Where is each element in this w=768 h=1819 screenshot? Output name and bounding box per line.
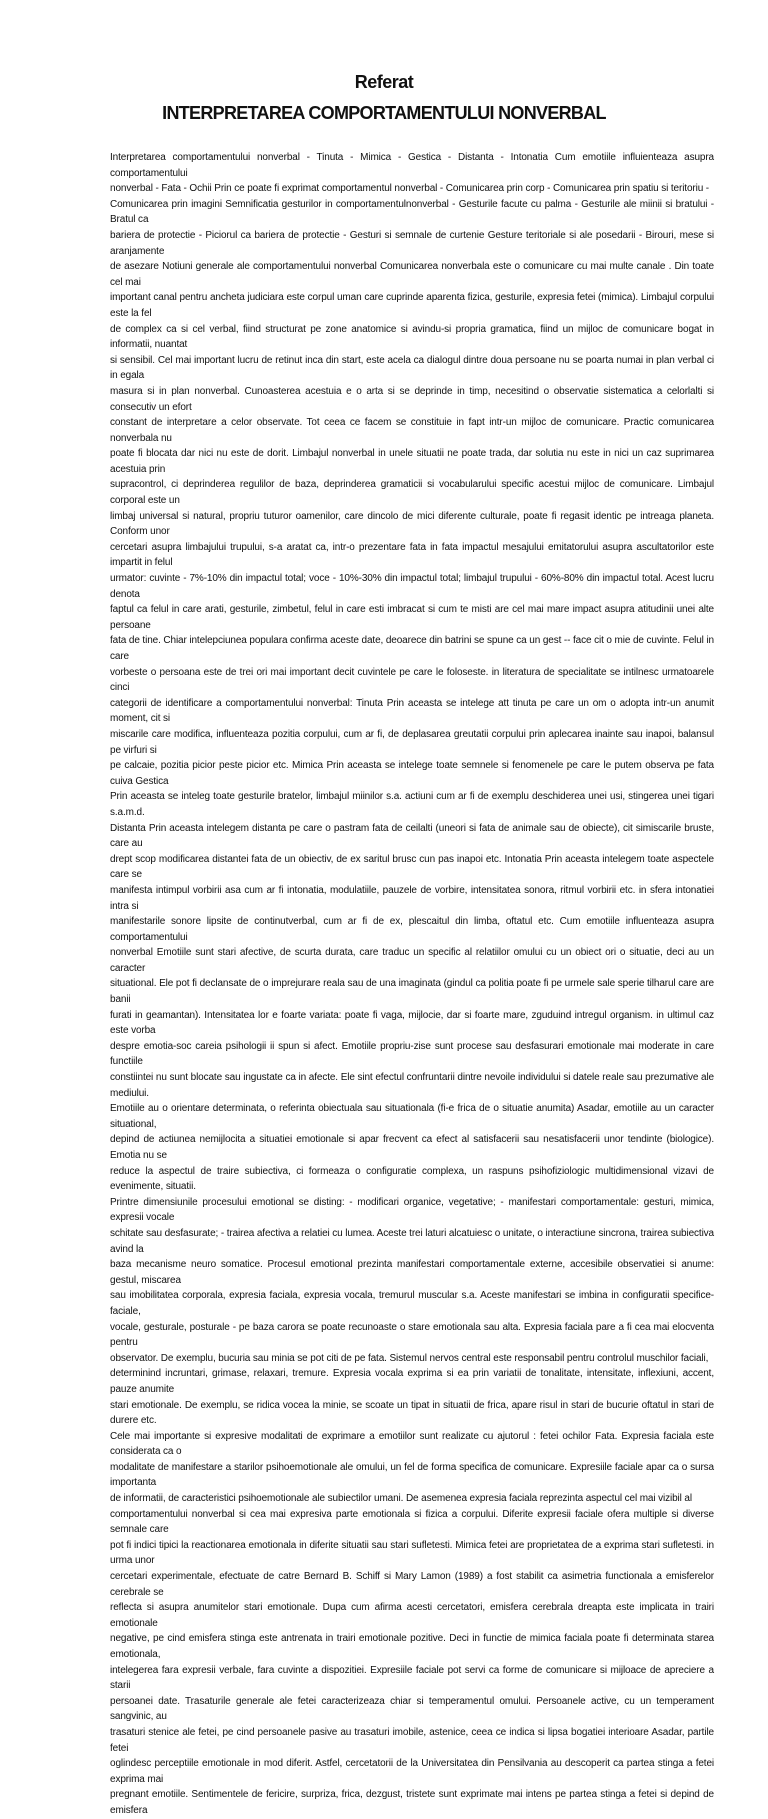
- document-type-heading: Referat: [354, 72, 414, 92]
- document-body-text: Interpretarea comportamentului nonverbal - Tinuta - Mimica - Gestica - Distanta - Intonatia Cum emotiile influienteaza asupra comportamentului nonverbal - Fata - Ochii Prin ce poate fi exprimat comportamentul nonverbal - Comunicarea prin corp - Comunicarea prin spatiu si teritoriu - Comunicarea prin imagini Semnificatia gesturilor in comportamentulnonverbal - Gesturile facute cu palma - Gesturile ale miinii si bratului - Bratul ca bariera de protectie - Piciorul ca bariera de protectie - Gesturi si semnale de curtenie Gesture teritoriale si ale posedarii - Birouri, mese si aranjamente de asezare Notiuni generale ale comportamentului nonverbal Comunicarea nonverbala este o comunicare cu mai multe canale . Din toate cel mai important canal pentru ancheta judiciara este corpul uman care cuprinde aparenta fizica, gesturile, expresia fetei (mimica). Limbajul corpului este la fel de complex ca si cel verbal, fiind structurat pe zone anatomice si avindu-si propria gramatica, fiind un mijloc de comunicare bogat in informatii, nuantat si sensibil. Cel mai important lucru de retinut inca din start, este acela ca dialogul dintre doua persoane nu se poarta numai in plan verbal ci in egala masura si in plan nonverbal. Cunoasterea acestuia e o arta si se deprinde in timp, necesitind o observatie sistematica a celorlalti si consecutiv un efort constant de interpretare a celor observate. Tot ceea ce facem se constituie in fapt intr-un mijloc de comunicare. Practic comunicarea nonverbala nu poate fi blocata dar nici nu este de dorit. Limbajul nonverbal in unele situatii ne poate trada, dar solutia nu este in nici un caz suprimarea acestuia prin supracontrol, ci deprinderea regulilor de baza, deprinderea gramaticii si vocabularului specific acestui mijloc de comunicare. Limbajul corporal este un limbaj universal si natural, propriu tuturor oamenilor, care dincolo de mici diferente culturale, poate fi regasit identic pe intreaga planeta. Conform unor cercetari asupra limbajului trupului, s-a aratat ca, intr-o prezentare fata in fata impactul mesajului emitatorului asupra ascultatorilor este impartit in felul urmator: cuvinte - 7%-10% din impactul total; voce - 10%-30% din impactul total; limbajul trupului - 60%-80% din impactul total. Acest lucru denota faptul ca felul in care arati, gesturile, zimbetul, felul in care esti imbracat si cum te misti are cel mai mare impact asupra atitudinii unei alte persoane fata de tine. Chiar intelepciunea populara confirma aceste date, deoarece din batrini se spune ca un gest -- face cit o mie de cuvinte. Felul in care vorbeste o persoana este de trei ori mai important decit cuvintele pe care le foloseste. in literatura de specialitate se intilnesc urmatoarele cinci categorii de identificare a comportamentului nonverbal: Tinuta Prin aceasta se intelege att tinuta pe care un om o adopta intr-un anumit moment, cit si miscarile care modifica, influenteaza pozitia corpului, cum ar fi, de deplasarea greutatii corpului prin aplecarea inainte sau inapoi, balansul pe virfuri si pe calcaie, pozitia picior peste picior etc. Mimica Prin aceasta se intelege toate semnele si fenomenele pe care le putem observa pe fata cuiva Gestica Prin aceasta se inteleg toate gesturile bratelor, limbajul miinilor s.a. actiuni cum ar fi de exemplu deschiderea unei usi, stingerea unei tigari s.a.m.d. Distanta Prin aceasta intelegem distanta pe care o pastram fata de ceilalti (uneori si fata de animale sau de obiecte), cit simiscarile bruste, care au drept scop modificarea distantei fata de un obiectiv, de ex saritul brusc cun pas inapoi etc. Intonatia Prin aceasta intelegem toate aspectele care se manifesta intimpul vorbirii asa cum ar fi intonatia, modulatiile, pauzele de vorbire, intensitatea sonora, ritmul vorbirii etc. in sfera intonatiei intra si manifestarile sonore lipsite de continutverbal, cum ar fi de ex, plescaitul din limba, oftatul etc. Cum emotiile influenteaza asupra comportamentului nonverbal Emotiile sunt stari afective, de scurta durata, care traduc un specific al relatiilor omului cu un obiect ori o situatie, deci au un caracter situational. Ele pot fi declansate de o imprejurare reala sau de una imaginata (gindul ca politia poate fi pe urmele sale sperie tilharul care are banii furati in geamantan). Intensitatea lor e foarte variata: poate fi vaga, mijlocie, dar si foarte mare, zguduind intregul organism. in ultimul caz este vorba despre emotia-soc careia psihologii ii spun si afect. Emotiile propriu-zise sunt procese sau desfasurari emotionale mai moderate in care functiile constiintei nu sunt blocate sau ingustate ca in afecte. Ele sint efectul confruntarii dintre nevoile individului si datele reale sau prezumative ale mediului. Emotiile au o orientare determinata, o referinta obiectuala sau situationala (fi-e frica de o situatie anumita) Asadar, emotiile au un caracter situational, depind de actiunea nemijlocita a situatiei emotionale si apar frecvent ca efect al satisfacerii sau nesatisfacerii unor tendinte (biologice). Emotia nu se reduce la aspectul de traire subiectiva, ci formeaza o configuratie complexa, un raspuns psihofiziologic multidimensional vizavi de evenimente, situatii. Printre dimensiunile procesului emotional se disting: - modificari organice, vegetative; - manifestari comportamentale: gesturi, mimica, expresii vocale schitate sau desfasurate; - trairea afectiva a relatiei cu lumea. Aceste trei laturi alcatuiesc o unitate, o interactiune sincrona, trairea subiectiva avind la baza mecanisme neuro somatice. Procesul emotional prezinta manifestari comportamentale externe, accesibile observatiei si anume: gestul, miscarea sau imobilitatea corporala, expresia faciala, expresia vocala, tremurul muscular s.a. Aceste manifestari se imbina in configuratii specifice-faciale, vocale, gesturale, posturale - pe baza carora se poate recunoaste o stare emotionala sau alta. Expresia faciala pare a fi cea mai elocventa pentru observator. De exemplu, bucuria sau minia se pot citi de pe fata. Sistemul nervos central este responsabil pentru controlul muschilor faciali, determinind incruntari, grimase, relaxari, tremure. Expresia vocala exprima si ea prin variatii de tonalitate, intensitate, inflexiuni, accent, pauze anumite stari emotionale. De exemplu, se ridica vocea la minie, se scoate un tipat in situatii de frica, apare risul in stari de bucurie oftatul in stari de durere etc. Cele mai importante si expresive modalitati de exprimare a emotiilor sunt realizate cu ajutorul : fetei ochilor Fata. Expresia faciala este considerata ca o modalitate de manifestare a starilor psihoemotionale ale omului, un fel de forma specifica de comunicare. Expresiile faciale apar ca o sursa importanta de informatii, de caracteristici psihoemotionale ale subiectilor umani. De asemenea expresia faciala reprezinta aspectul cel mai vizibil al comportamentului nonverbal si cea mai expresiva parte emotionala si fizica a corpului. Diferite expresii faciale ofera multiple si diverse semnale care pot fi indici tipici la reactionarea emotionala in diferite situatii sau stari sufletesti. Mimica fetei are proprietatea de a exprima stari sufletesti. in urma unor cercetari experimentale, efectuate de catre Bernard B. Schiff si Mary Lamon (1989) a fost stabilit ca asimetria functionala a emisferelor cerebrale se reflecta si asupra anumitelor stari emotionale. Dupa cum afirma acesti cercetatori, emisfera cerebrala dreapta este implicata in trairi emotionale negative, pe cind emisfera stinga este antrenata in trairi emotionale pozitive. Deci in functie de mimica faciala poate fi determinata starea emotionala, intelegerea fara expresii verbale, fara cuvinte a dispozitiei. Expresiile faciale pot servi ca forme de comunicare si mijloace de apreciere a starii persoanei date. Trasaturile generale ale fetei caracterizeaza chiar si temperamentul omului. Persoanele active, cu un temperament sangvinic, au trasaturi stenice ale fetei, pe cind persoanele pasive au trasaturi imobile, astenice, ceea ce indica si lipsa bogatiei interioare Asadar, partile fetei oglindesc perceptiile emotionale in mod diferit. Astfel, cercetatorii de la Universitatea din Pensilvania au descoperit ca partea stinga a fetei exprima mai pregnant emotiile. Sentimentele de fericire, surpriza, frica, dezgust, tristete sunt exprimate mai intens pe partea stinga a fetei si depind de emisfera: [110, 152, 714, 1816]
- document-title: INTERPRETAREA COMPORTAMENTULUI NONVERBAL: [162, 103, 606, 123]
